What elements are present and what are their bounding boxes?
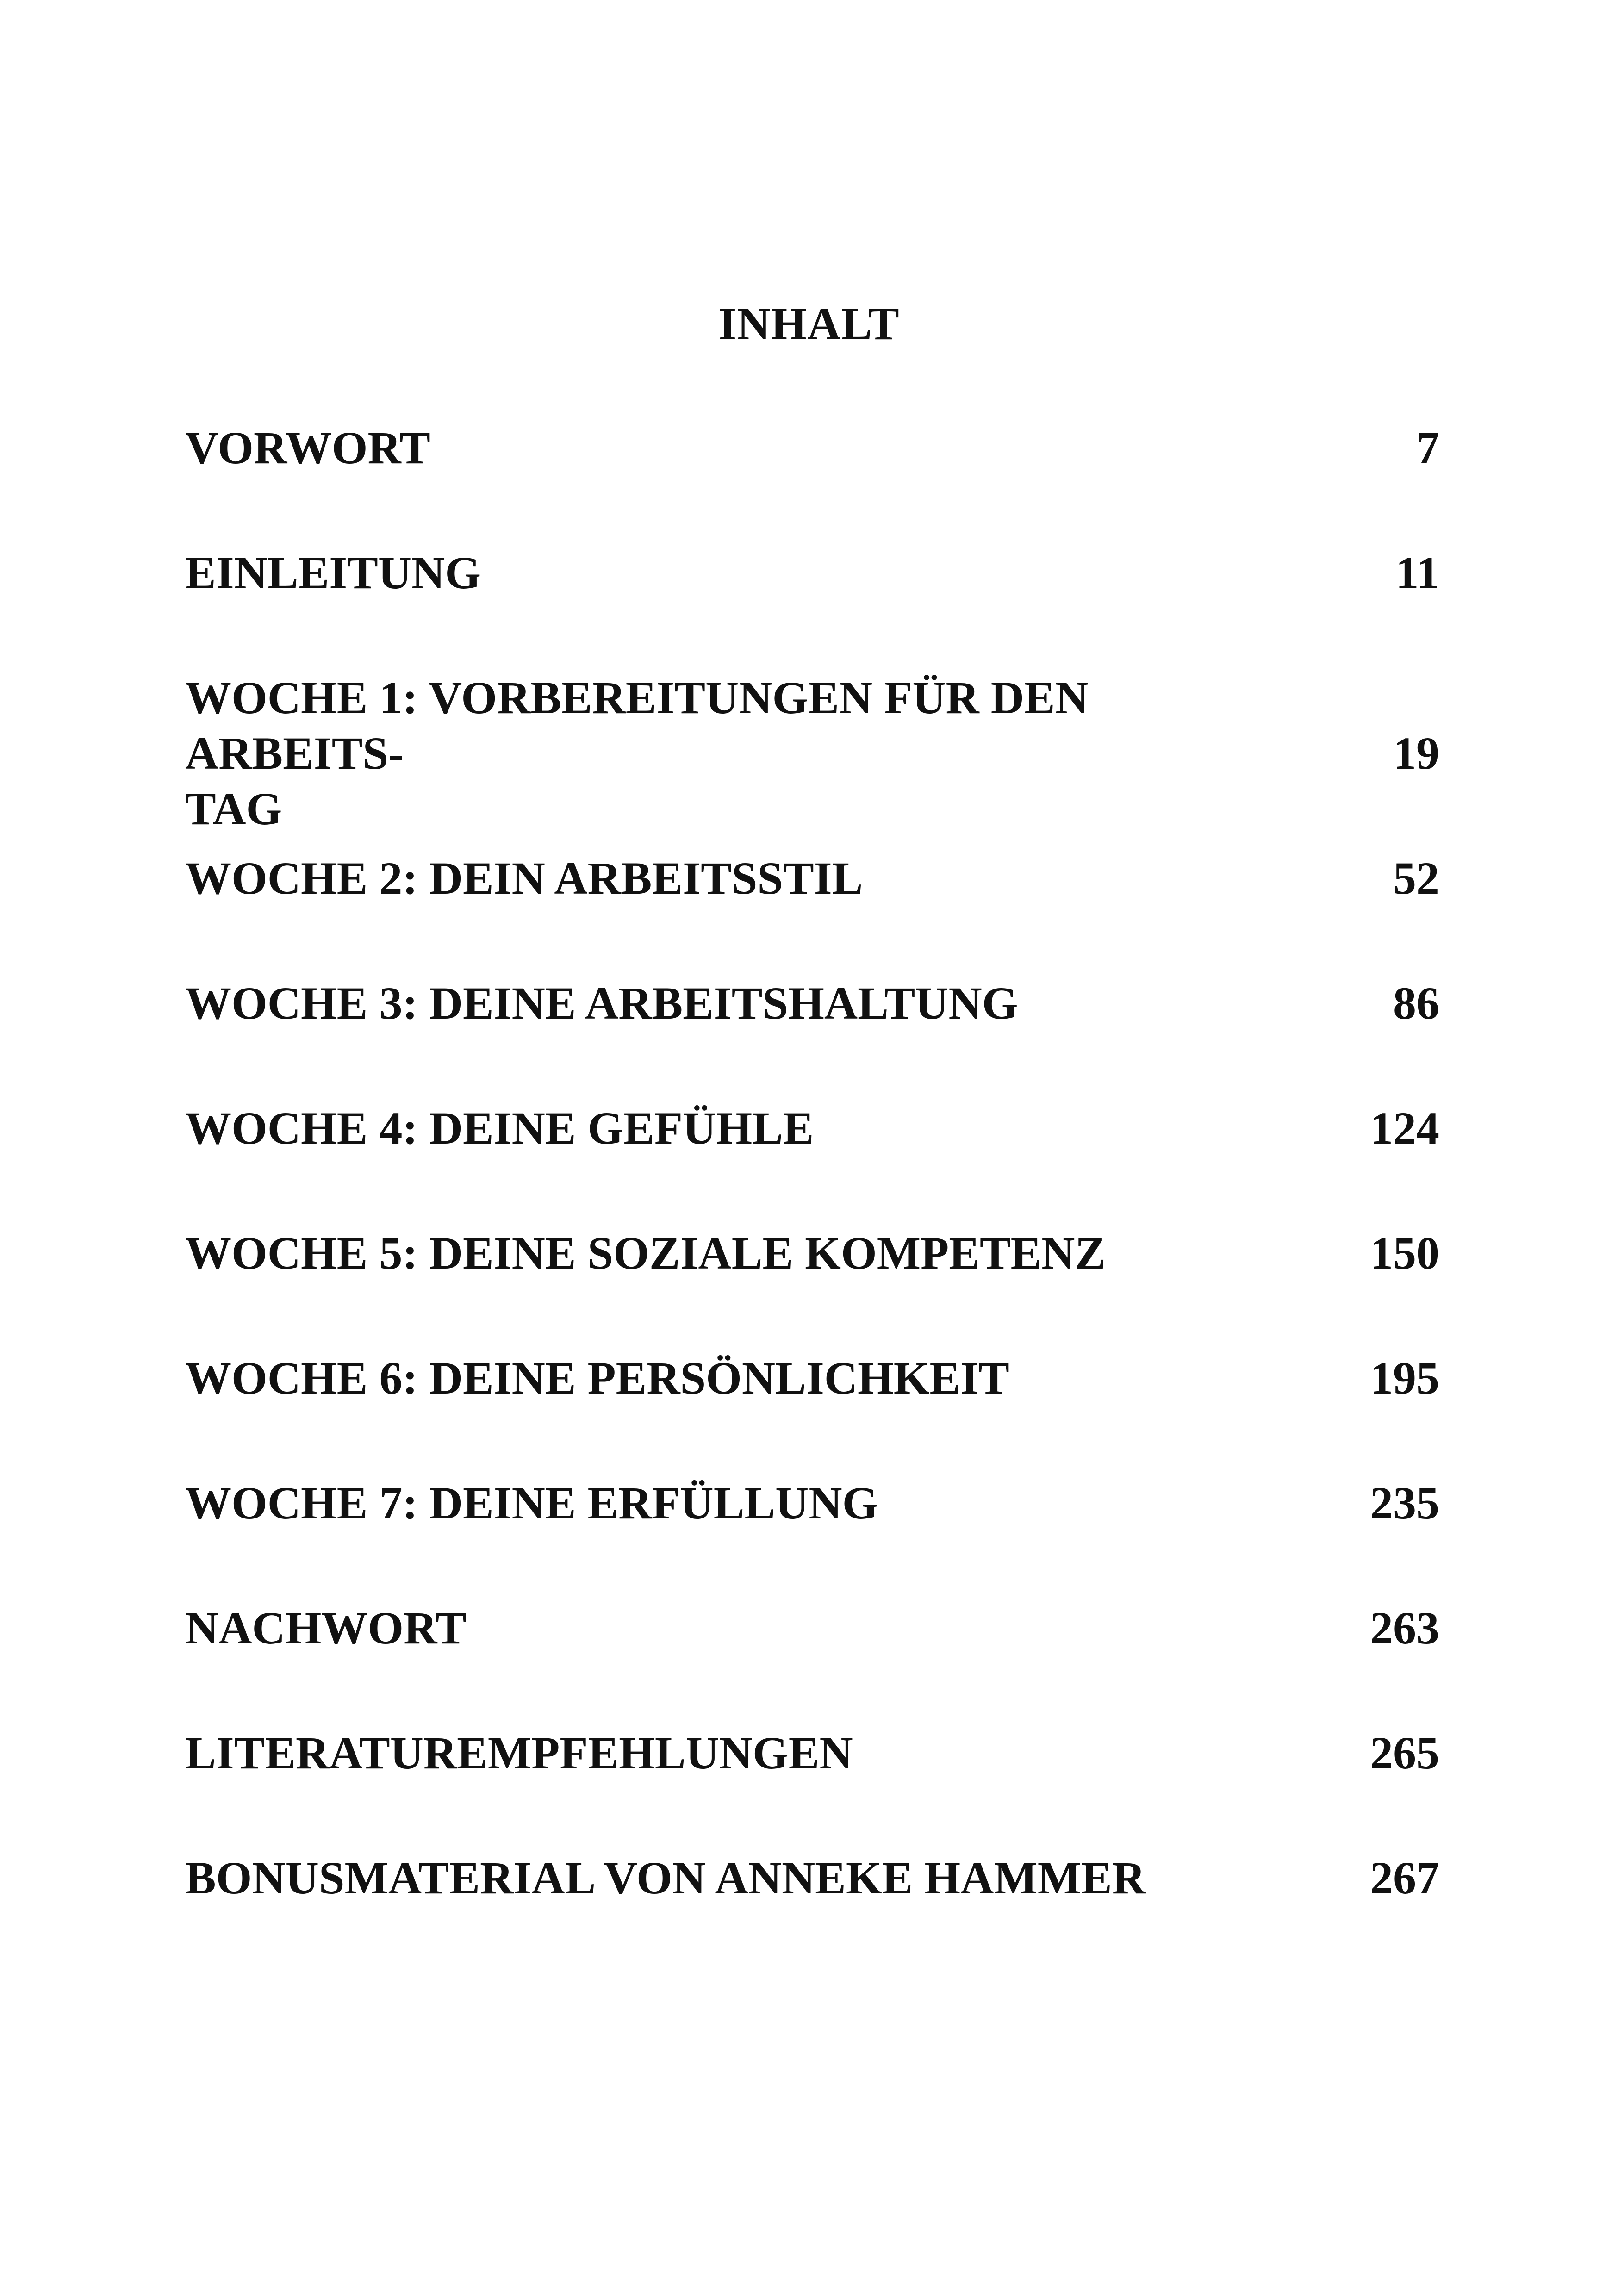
toc-entry-page-number: 19	[1393, 728, 1439, 779]
toc-entry-einleitung[interactable]	[185, 545, 1439, 601]
toc-entry-woche-6[interactable]	[185, 1350, 1439, 1406]
toc-entry-label: EINLEITUNG	[185, 547, 481, 598]
toc-entry-label	[185, 670, 1305, 837]
toc-entry-label: LITERATUREMPFEHLUNGEN	[185, 1727, 853, 1779]
toc-entry-woche-5[interactable]	[185, 1226, 1439, 1281]
toc-entry-label-line-1: WOCHE 1: VORBEREITUNGEN FÜR DEN ARBEITS-	[185, 672, 1121, 779]
toc-entry-page-number: 235	[1370, 1477, 1439, 1529]
toc-entry-literaturempfehlungen[interactable]	[185, 1725, 1439, 1781]
toc-entry-page-number: 7	[1416, 422, 1439, 473]
table-of-contents	[185, 0, 1439, 2296]
toc-entry-page-number: 195	[1370, 1352, 1439, 1404]
toc-entry-page-number: 86	[1393, 977, 1439, 1029]
toc-entry-vorwort[interactable]	[185, 420, 1439, 476]
toc-entry-nachwort[interactable]	[185, 1600, 1439, 1656]
toc-entry-label: WOCHE 6: DEINE PERSÖNLICHKEIT	[185, 1352, 1009, 1404]
toc-entry-label: WOCHE 7: DEINE ERFÜLLUNG	[185, 1477, 878, 1529]
toc-entry-label-line-2: TAG	[185, 783, 282, 834]
toc-entry-page-number: 263	[1370, 1602, 1439, 1654]
toc-entry-woche-4[interactable]	[185, 1101, 1439, 1156]
toc-entry-page-number: 124	[1370, 1102, 1439, 1154]
toc-entry-page-number: 150	[1370, 1227, 1439, 1279]
toc-entry-woche-1[interactable]	[185, 670, 1439, 834]
toc-entry-page-number: 52	[1393, 852, 1439, 904]
toc-entry-page-number: 11	[1395, 547, 1439, 598]
toc-entry-label: WOCHE 2: DEIN ARBEITSSTIL	[185, 852, 863, 904]
toc-entry-bonusmaterial[interactable]	[185, 1850, 1439, 1906]
toc-entry-label: WOCHE 5: DEINE SOZIALE KOMPETENZ	[185, 1227, 1106, 1279]
toc-entry-woche-7[interactable]	[185, 1475, 1439, 1531]
toc-entry-label: BONUSMATERIAL VON ANNEKE HAMMER	[185, 1852, 1146, 1904]
toc-entry-label: WOCHE 4: DEINE GEFÜHLE	[185, 1102, 814, 1154]
toc-entry-woche-2[interactable]	[185, 851, 1439, 906]
toc-entry-page-number: 267	[1370, 1852, 1439, 1904]
toc-title: INHALT	[718, 298, 900, 349]
toc-entry-page-number: 265	[1370, 1727, 1439, 1779]
toc-entry-woche-3[interactable]	[185, 976, 1439, 1031]
toc-entry-label: NACHWORT	[185, 1602, 467, 1654]
toc-entry-label: WOCHE 3: DEINE ARBEITSHALTUNG	[185, 977, 1018, 1029]
toc-entry-label: VORWORT	[185, 422, 430, 473]
